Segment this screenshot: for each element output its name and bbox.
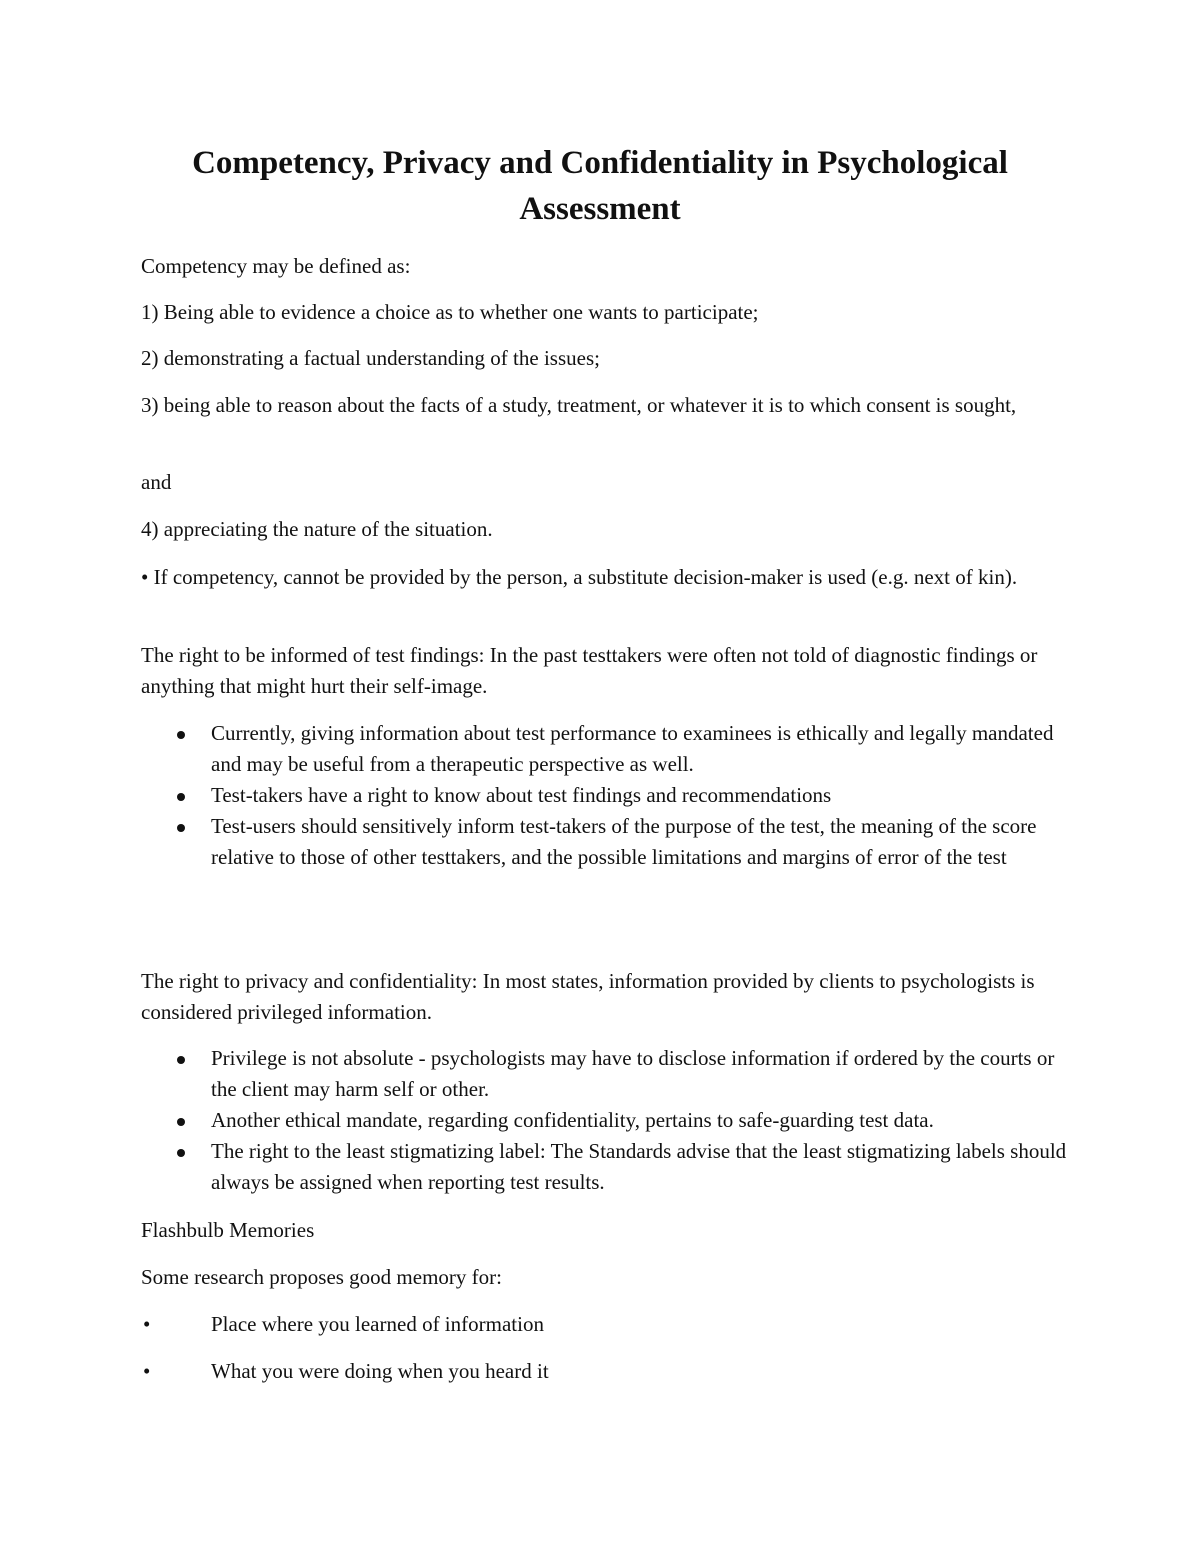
list-item-text: Privilege is not absolute - psychologists may have to disclose information if ordered by the courts or the client may harm self or other. (211, 1046, 1055, 1101)
bullet-icon (177, 731, 185, 739)
list-item (141, 780, 1071, 811)
list-item (141, 718, 1071, 780)
list-item-text: Another ethical mandate, regarding confidentiality, pertains to safe-guarding test data. (211, 1108, 934, 1132)
list-item-text: The right to the least stigmatizing label: The Standards advise that the least stigmatizing labels should always be assigned when reporting test results. (211, 1139, 1067, 1194)
list-item-text: Place where you learned of information (211, 1312, 544, 1336)
document-title: Competency, Privacy and Confidentiality in Psychological Assessment (192, 145, 1008, 227)
list-item (141, 1043, 1071, 1105)
list-item (141, 1136, 1071, 1198)
flashbulb-memories-list (141, 1309, 1061, 1403)
list-item (141, 1356, 1061, 1387)
list-item-text: Currently, giving information about test performance to examinees is ethically and legally mandated and may be useful from a therapeutic perspective as well. (211, 721, 1054, 776)
privacy-confidentiality-list (141, 1043, 1071, 1198)
competency-point-2: 2) demonstrating a factual understanding of the issues; (141, 346, 600, 370)
list-item (141, 1105, 1071, 1136)
competency-intro: Competency may be defined as: (141, 254, 411, 278)
competency-point-4: 4) appreciating the nature of the situation. (141, 517, 493, 541)
privacy-confidentiality-heading: The right to privacy and confidentiality: In most states, information provided by clients to psychologists is considered privileged information. (141, 969, 1035, 1024)
list-item-text: Test-takers have a right to know about test findings and recommendations (211, 783, 832, 807)
bullet-icon: • (143, 1312, 151, 1336)
informed-findings-heading: The right to be informed of test findings: In the past testtakers were often not told of diagnostic findings or anything that might hurt their self-image. (141, 643, 1038, 698)
list-item-text: What you were doing when you heard it (211, 1359, 549, 1383)
substitute-decision-maker-note: • If competency, cannot be provided by the person, a substitute decision-maker is used (e.g. next of kin). (141, 565, 1018, 589)
list-item (141, 811, 1071, 873)
informed-findings-list (141, 718, 1071, 873)
bullet-icon (177, 1056, 185, 1064)
list-item-text: Test-users should sensitively inform test-takers of the purpose of the test, the meaning of the score relative to those of other testtakers, and the possible limitations and margins of error of the test (211, 814, 1037, 869)
bullet-icon: • (143, 1359, 151, 1383)
bullet-icon (177, 1149, 185, 1157)
bullet-icon (177, 824, 185, 832)
competency-connector-and: and (141, 470, 172, 494)
flashbulb-intro: Some research proposes good memory for: (141, 1265, 502, 1289)
list-item (141, 1309, 1061, 1340)
bullet-icon (177, 793, 185, 801)
competency-point-1: 1) Being able to evidence a choice as to whether one wants to participate; (141, 300, 759, 324)
flashbulb-memories-heading: Flashbulb Memories (141, 1218, 315, 1242)
bullet-icon (177, 1118, 185, 1126)
competency-point-3: 3) being able to reason about the facts of a study, treatment, or whatever it is to which consent is sought, (141, 393, 1017, 417)
